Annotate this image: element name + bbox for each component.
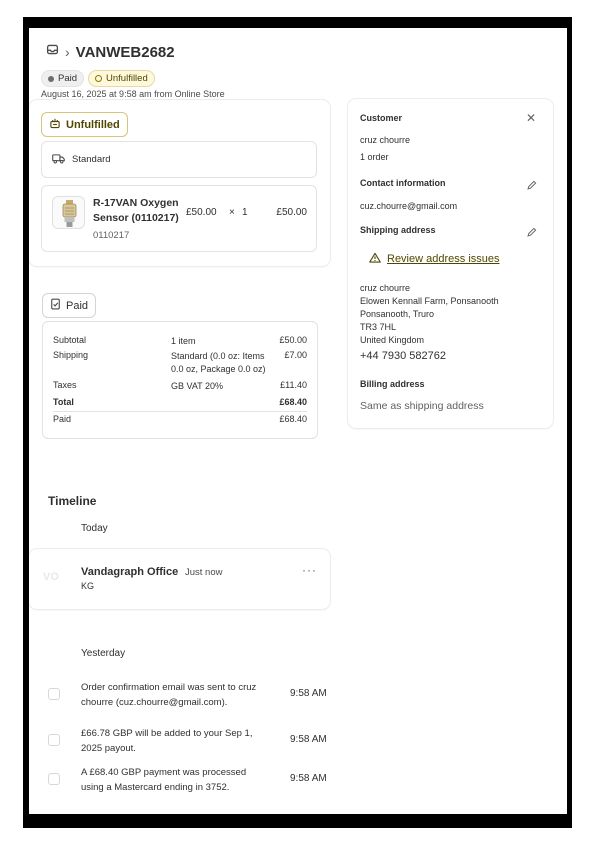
payment-row-label: Paid [53, 414, 72, 424]
ring-icon [95, 75, 102, 82]
customer-heading: Customer [360, 113, 403, 123]
avatar: VO [43, 571, 59, 583]
product-thumbnail[interactable] [52, 196, 85, 229]
payment-row-amount: £11.40 [280, 380, 307, 390]
timeline-event-marker [48, 734, 60, 746]
shipping-address [360, 282, 499, 347]
payment-status-badge-label: Paid [58, 73, 78, 84]
payment-row-label: Subtotal [53, 335, 87, 345]
address-line: cruz chourre [360, 283, 411, 293]
inbox-icon[interactable] [46, 43, 59, 61]
payment-divider [53, 411, 307, 412]
payment-row-detail: Standard (0.0 oz: Items 0.0 oz, Package 0.0 oz) [171, 351, 266, 374]
product-sku: 0110217 [93, 230, 130, 241]
fulfillment-status-badge [88, 70, 155, 87]
payment-row-label: Shipping [53, 350, 89, 360]
payment-status-badge [41, 70, 84, 87]
timeline-event-time: 9:58 AM [290, 688, 327, 699]
fulfillment-card [29, 100, 330, 266]
customer-phone[interactable]: +44 7930 582762 [360, 350, 446, 362]
comment-author: Vandagraph Office [81, 566, 179, 578]
customer-card [348, 99, 553, 428]
timeline-event-marker [48, 688, 60, 700]
timeline-event-text: £66.78 GBP will be added to your Sep 1, 2025 payout. [81, 728, 253, 754]
pencil-icon[interactable] [526, 178, 537, 196]
truck-icon [52, 153, 65, 167]
customer-orders-link[interactable]: 1 order [360, 152, 389, 162]
order-meta: August 16, 2025 at 9:58 am from Online Store [41, 89, 225, 99]
timeline-event-marker [48, 773, 60, 785]
order-header [46, 43, 175, 61]
order-number: VANWEB2682 [75, 43, 175, 61]
paid-status-label: Paid [66, 299, 89, 312]
comment-body: KG [81, 581, 95, 591]
order-badges [41, 70, 155, 87]
fulfillment-icon [49, 117, 61, 132]
paid-status-pill [42, 293, 96, 318]
review-address-issues[interactable] [369, 252, 500, 266]
shipping-method-label: Standard [72, 154, 111, 165]
line-item [41, 185, 317, 252]
timeline-event-time: 9:58 AM [290, 773, 327, 784]
timeline-title: Timeline [48, 494, 97, 508]
product-unit-price: £50.00 [186, 207, 217, 218]
timeline-event-time: 9:58 AM [290, 734, 327, 745]
product-quantity: 1 [242, 207, 248, 218]
contact-heading: Contact information [360, 178, 446, 188]
billing-address-heading: Billing address [360, 379, 425, 389]
unfulfilled-status-pill [41, 112, 128, 137]
address-line: TR3 7HL [360, 322, 397, 332]
comment-time: Just now [185, 567, 223, 578]
payment-row-amount: £50.00 [279, 335, 307, 345]
payment-row-amount: £68.40 [279, 397, 307, 407]
timeline-date-today: Today [81, 523, 108, 534]
customer-name-link[interactable]: cruz chourre [360, 135, 411, 145]
shipping-address-heading: Shipping address [360, 225, 436, 235]
pencil-icon[interactable] [526, 225, 537, 243]
dot-icon [48, 76, 54, 82]
product-name[interactable]: R-17VAN Oxygen Sensor (0110217) [93, 197, 179, 224]
payment-row-label: Total [53, 397, 74, 407]
address-line: Ponsanooth, Truro [360, 309, 435, 319]
receipt-icon [50, 298, 61, 313]
breadcrumb-chevron-icon: › [65, 44, 70, 60]
close-icon[interactable]: ✕ [525, 111, 536, 125]
address-line: Elowen Kennall Farm, Ponsanooth [360, 296, 499, 306]
timeline-event-text: Order confirmation email was sent to cruz chourre (cuz.chourre@gmail.com). [81, 682, 257, 708]
customer-email[interactable]: cuz.chourre@gmail.com [360, 201, 458, 211]
payment-row-detail: 1 item [171, 336, 196, 346]
fulfillment-status-badge-label: Unfulfilled [106, 73, 148, 84]
product-line-total: £50.00 [276, 207, 307, 218]
timeline-comment [29, 549, 330, 609]
timeline-date-yesterday: Yesterday [81, 648, 126, 659]
unfulfilled-status-label: Unfulfilled [66, 118, 120, 131]
review-address-issues-link[interactable]: Review address issues [387, 253, 500, 265]
payment-row-detail: GB VAT 20% [171, 381, 224, 391]
payment-row-amount: £68.40 [279, 414, 307, 424]
more-horizontal-icon[interactable]: ··· [302, 563, 317, 577]
payment-summary [42, 321, 318, 439]
payment-row-label: Taxes [53, 380, 77, 390]
address-line: United Kingdom [360, 335, 425, 345]
payment-row-amount: £7.00 [284, 350, 307, 360]
timeline-event-text: A £68.40 GBP payment was processed using a Mastercard ending in 3752. [81, 767, 247, 793]
billing-address-value: Same as shipping address [360, 400, 484, 412]
warning-icon [369, 252, 381, 266]
order-page [29, 28, 567, 814]
shipping-method-row [41, 141, 317, 178]
multiply-sign: × [229, 207, 235, 218]
